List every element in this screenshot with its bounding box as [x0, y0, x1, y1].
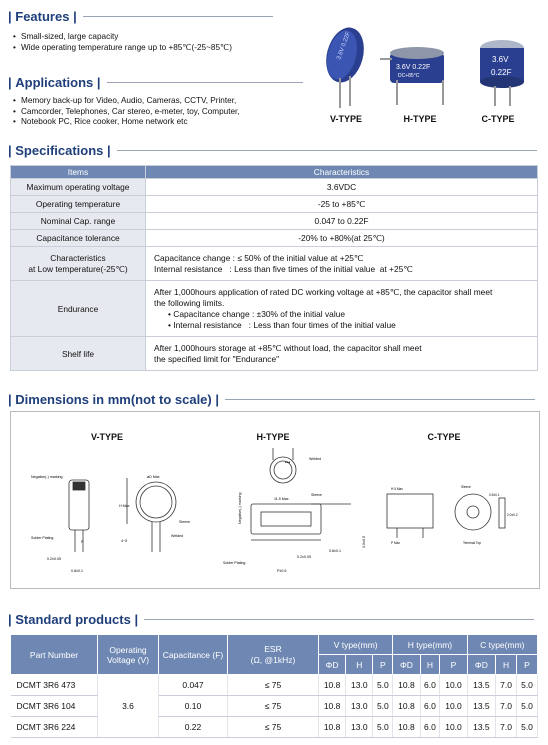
std-header-h-type: H type(mm)	[393, 635, 467, 655]
std-cell: 7.0	[496, 675, 517, 696]
dim-label: 3.0±0.5	[362, 536, 366, 548]
standard-products-table	[10, 634, 538, 738]
spec-value: 0.047 to 0.22F	[146, 213, 538, 230]
dim-label: øD Max	[147, 475, 160, 479]
table-row	[11, 230, 538, 247]
list-item: • Memory back-up for Video, Audio, Cameras, CCTV, Printer,	[12, 96, 312, 107]
spec-value-line: the specified limit for "Endurance"	[154, 353, 280, 364]
spec-value-bullet: Internal resistance : Less than four times of the initial value	[173, 319, 396, 330]
std-cell: 10.8	[319, 696, 346, 717]
std-cell: 10.0	[440, 696, 467, 717]
std-cell: 10.8	[319, 717, 346, 738]
dim-label: Welded	[171, 534, 184, 538]
std-subheader: H	[420, 655, 440, 675]
table-row	[11, 196, 538, 213]
std-part-number: DCMT 3R6 104	[11, 696, 98, 717]
spec-item-line: Characteristics	[50, 252, 106, 263]
table-row	[11, 179, 538, 196]
spec-item-line: at Low temperature(-25℃)	[28, 263, 128, 274]
product-photos	[310, 20, 540, 120]
dim-label: Solder Plating	[31, 536, 54, 540]
std-capacitance: 0.10	[159, 696, 228, 717]
spec-value: -20% to +80%(at 25℃)	[146, 230, 538, 247]
dim-label: Negative(-) marking	[31, 475, 63, 479]
dim-label: Sleeve	[179, 520, 190, 524]
c-type-drawing	[387, 494, 505, 538]
list-item-text: Notebook PC, Rice cooker, Home network etc	[21, 117, 188, 126]
std-part-number: DCMT 3R6 224	[11, 717, 98, 738]
list-item-text: Camcorder, Telephones, Car stereo, e-meter, toy, Computer,	[21, 106, 240, 116]
dim-label: Welded	[309, 457, 322, 461]
h-type-photo	[380, 47, 444, 105]
std-subheader: ΦD	[319, 655, 346, 675]
std-cell: 13.0	[346, 717, 373, 738]
dim-label: Solder Plating	[223, 561, 246, 565]
std-subheader: ΦD	[393, 655, 420, 675]
features-title: Features	[15, 9, 70, 24]
dim-label: 0.8±0.1	[71, 569, 83, 573]
features-heading: | Features |	[8, 9, 273, 24]
dim-label: 0.5±0.1	[489, 493, 500, 497]
std-header-esr	[228, 635, 319, 675]
dim-label: 0.2±0.05	[297, 555, 311, 559]
spec-value-line: Capacitance change : ≤ 50% of the initial value at +25℃	[154, 252, 364, 263]
table-row	[11, 247, 538, 281]
dimension-drawings	[11, 412, 539, 588]
std-header-capacitance: Capacitance (F)	[159, 635, 228, 675]
list-item-cont	[12, 117, 312, 128]
std-cell: 5.0	[517, 717, 538, 738]
std-cell: 13.0	[346, 675, 373, 696]
spec-header-items: Items	[11, 166, 146, 179]
std-subheader: H	[346, 655, 373, 675]
std-header-esr-line: (Ω, @1kHz)	[250, 654, 296, 665]
dim-label: Sleeve	[311, 493, 322, 497]
h-type-label: H-TYPE	[403, 114, 437, 124]
dimensions-title: Dimensions in mm(not to scale)	[15, 392, 212, 407]
dim-label: P±0.5	[277, 569, 287, 573]
dim-label: Negative(-) marking	[238, 492, 242, 524]
specifications-heading: | Specifications |	[8, 143, 537, 158]
std-cell: 5.0	[373, 717, 393, 738]
spec-item: Shelf life	[11, 337, 146, 371]
dim-label: H.5 Max	[391, 487, 403, 491]
dim-label: 2.0±0.2	[507, 513, 518, 517]
std-capacitance: 0.047	[159, 675, 228, 696]
dim-label: 4~5	[121, 539, 128, 543]
std-cell: 5.0	[373, 675, 393, 696]
spec-item	[11, 247, 146, 281]
table-row	[11, 213, 538, 230]
standard-products-heading: | Standard products |	[8, 612, 534, 627]
std-cell: 13.0	[346, 696, 373, 717]
std-header-v-type: V type(mm)	[319, 635, 393, 655]
std-cell: 7.0	[496, 717, 517, 738]
std-subheader: P	[517, 655, 538, 675]
std-esr: ≤ 75	[228, 696, 319, 717]
c-type-photo	[480, 40, 524, 106]
std-cell: 10.8	[393, 717, 420, 738]
table-row	[11, 337, 538, 371]
std-subheader: P	[440, 655, 467, 675]
std-cell: 5.0	[517, 675, 538, 696]
features-list	[12, 32, 302, 53]
spec-header-characteristics: Characteristics	[146, 166, 538, 179]
dim-label: P Max	[391, 541, 400, 545]
h-type-marking-top: 3.6V 0.22F	[396, 64, 431, 71]
spec-value-bullet: Capacitance change : ±30% of the initial value	[173, 308, 346, 319]
std-cell: 10.8	[319, 675, 346, 696]
c-type-marking-bottom: 0.22F	[491, 68, 512, 77]
dim-label: 11.5 Max	[274, 497, 289, 501]
spec-value-line: the following limits.	[154, 297, 225, 308]
spec-value	[146, 247, 538, 281]
std-cell: 13.5	[467, 675, 496, 696]
dim-label: P	[81, 540, 84, 544]
table-row	[11, 675, 538, 696]
std-esr: ≤ 75	[228, 675, 319, 696]
dimensions-drawing-box	[10, 411, 540, 589]
dim-v-type-label: V-TYPE	[90, 432, 123, 442]
std-cell: 6.0	[420, 696, 440, 717]
list-item: • Wide operating temperature range up to +85℃(-25~85℃)	[12, 43, 302, 54]
std-esr: ≤ 75	[228, 717, 319, 738]
specifications-table	[10, 165, 538, 371]
table-row	[11, 696, 538, 717]
std-header-esr-line: ESR	[264, 643, 282, 654]
std-cell: 10.0	[440, 717, 467, 738]
v-type-marking: 3.6V 0.22F	[336, 31, 352, 61]
std-subheader: P	[373, 655, 393, 675]
list-item-cont	[12, 107, 312, 118]
dim-label: Terminal Top	[463, 541, 482, 545]
std-cell: 6.0	[420, 675, 440, 696]
dim-h-type-label: H-TYPE	[256, 432, 290, 442]
spec-value	[146, 337, 538, 371]
std-cell: 13.5	[467, 696, 496, 717]
list-item: • Small-sized, large capacity	[12, 32, 302, 43]
std-header-voltage: Operating Voltage (V)	[98, 635, 159, 675]
spec-value: 3.6VDC	[146, 179, 538, 196]
spec-item: Capacitance tolerance	[11, 230, 146, 247]
c-type-marking-top: 3.6V	[492, 55, 509, 64]
std-voltage: 3.6	[98, 675, 159, 738]
spec-item: Maximum operating voltage	[11, 179, 146, 196]
v-type-photo	[320, 23, 369, 108]
std-cell: 6.0	[420, 717, 440, 738]
applications-heading: | Applications |	[8, 75, 303, 90]
h-type-marking-bottom: DC+85°C	[398, 73, 420, 79]
std-cell: 5.0	[373, 696, 393, 717]
table-row	[11, 717, 538, 738]
std-cell: 13.5	[467, 717, 496, 738]
table-row	[11, 281, 538, 337]
std-cell: 5.0	[517, 696, 538, 717]
std-subheader: ΦD	[467, 655, 496, 675]
dim-label: H Max	[119, 504, 130, 508]
std-subheader: H	[496, 655, 517, 675]
h-type-negative-symbol: •••	[285, 460, 291, 466]
std-cell: 10.0	[440, 675, 467, 696]
std-cell: 10.8	[393, 675, 420, 696]
dim-c-type-label: C-TYPE	[427, 432, 461, 442]
spec-value-line: Internal resistance : Less than five times of the initial value at +25℃	[154, 263, 413, 274]
standard-products-title: Standard products	[15, 612, 131, 627]
applications-title: Applications	[15, 75, 94, 90]
spec-value-line: After 1,000hours application of rated DC working voltage at +85℃, the capacitor shall meet	[154, 286, 493, 297]
v-type-label: V-TYPE	[329, 114, 362, 124]
c-type-label: C-TYPE	[481, 114, 515, 124]
spec-item: Nominal Cap. range	[11, 213, 146, 230]
std-part-number: DCMT 3R6 473	[11, 675, 98, 696]
applications-list	[12, 96, 312, 128]
dim-label: Sleeve	[461, 485, 471, 489]
std-cell: 10.8	[393, 696, 420, 717]
dimensions-heading: | Dimensions in mm(not to scale) |	[8, 392, 535, 407]
spec-value: After 1,000hours application of rated DC working voltage at +85℃, the capacitor shall meet the following limits. • Capacitance change : ±30% of the initial value • Internal resistance : Less than four times of the initial value	[146, 281, 538, 337]
std-cell: 7.0	[496, 696, 517, 717]
specifications-title: Specifications	[15, 143, 104, 158]
std-header-part-number: Part Number	[11, 635, 98, 675]
h-type-drawing	[251, 448, 351, 540]
dim-label: 0.2±0.05	[47, 557, 61, 561]
spec-item: Endurance	[11, 281, 146, 337]
spec-value: -25 to +85℃	[146, 196, 538, 213]
spec-item: Operating temperature	[11, 196, 146, 213]
std-header-c-type: C type(mm)	[467, 635, 537, 655]
spec-value-line: After 1,000hours storage at +85℃ without load, the capacitor shall meet	[154, 342, 422, 353]
dim-label: 0.8±0.1	[329, 549, 341, 553]
std-capacitance: 0.22	[159, 717, 228, 738]
